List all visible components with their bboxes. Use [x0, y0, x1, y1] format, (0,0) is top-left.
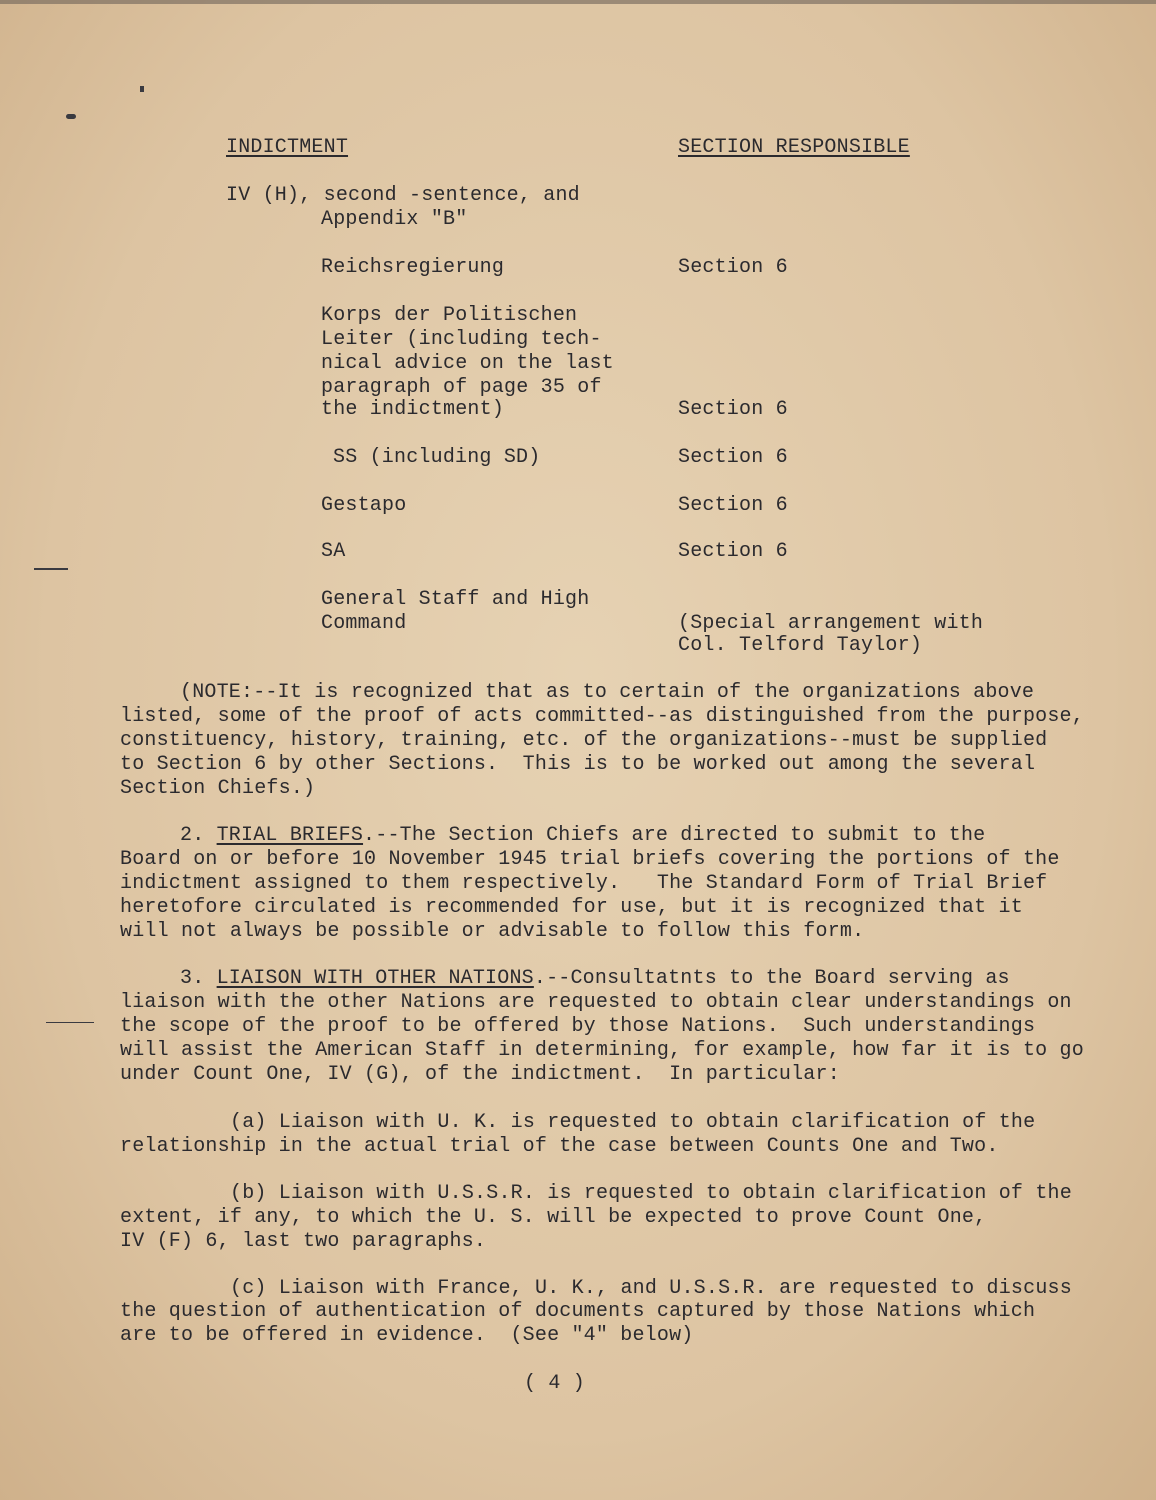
- subparagraph-b: IV (F) 6, last two paragraphs.: [120, 1230, 487, 1253]
- organization-name: Command: [321, 612, 407, 635]
- section-responsible: Section 6: [678, 446, 788, 469]
- margin-mark: [46, 1022, 94, 1023]
- organization-name: paragraph of page 35 of: [321, 376, 602, 399]
- trial-briefs-paragraph: will not always be possible or advisable to follow this form.: [120, 920, 865, 943]
- note-paragraph: constituency, history, training, etc. of the organizations--must be supplied: [120, 729, 1048, 752]
- liaison-paragraph: liaison with the other Nations are requested to obtain clear understandings on: [120, 991, 1072, 1014]
- liaison-paragraph: under Count One, IV (G), of the indictment. In particular:: [120, 1063, 840, 1086]
- note-paragraph: listed, some of the proof of acts committed--as distinguished from the purpose,: [120, 705, 1084, 728]
- subparagraph-b: extent, if any, to which the U. S. will be expected to prove Count One,: [120, 1206, 987, 1229]
- scan-edge: [0, 0, 1156, 4]
- paragraph-heading: LIAISON WITH OTHER NATIONS: [216, 967, 534, 990]
- paragraph-heading: TRIAL BRIEFS: [216, 824, 364, 847]
- organization-name: Leiter (including tech-: [321, 328, 602, 351]
- paragraph-text: .--The Section Chiefs are directed to submit to the: [363, 824, 986, 847]
- section-responsible: (Special arrangement with: [678, 612, 984, 635]
- subparagraph-a: relationship in the actual trial of the case between Counts One and Two.: [120, 1135, 999, 1158]
- organization-name: Reichsregierung: [321, 256, 505, 279]
- trial-briefs-paragraph: heretofore circulated is recommended for use, but it is recognized that it: [120, 896, 1023, 919]
- organization-name: SS (including SD): [333, 446, 541, 469]
- organization-name: the indictment): [321, 398, 505, 421]
- paragraph-text: .--Consultatnts to the Board serving as: [533, 967, 1010, 990]
- trial-briefs-paragraph: Board on or before 10 November 1945 trial briefs covering the portions of the: [120, 848, 1060, 871]
- organization-name: nical advice on the last: [321, 352, 614, 375]
- margin-mark: [34, 568, 68, 570]
- note-paragraph: Section Chiefs.): [120, 777, 316, 800]
- subparagraph-a: (a) Liaison with U. K. is requested to obtain clarification of the: [230, 1111, 1036, 1134]
- subparagraph-c: (c) Liaison with France, U. K., and U.S.S.R. are requested to discuss: [230, 1277, 1072, 1300]
- organization-name: General Staff and High: [321, 588, 590, 611]
- paragraph-number: 2.: [180, 824, 205, 847]
- note-paragraph: to Section 6 by other Sections. This is to be worked out among the several: [120, 753, 1036, 776]
- section-responsible: Section 6: [678, 494, 788, 517]
- liaison-paragraph: [180, 967, 1010, 991]
- subparagraph-b: (b) Liaison with U.S.S.R. is requested to obtain clarification of the: [230, 1182, 1072, 1205]
- organization-name: Gestapo: [321, 494, 407, 517]
- margin-mark: [140, 86, 144, 92]
- section-responsible: Section 6: [678, 398, 788, 421]
- section-responsible: Col. Telford Taylor): [678, 634, 923, 657]
- paragraph-number: 3.: [180, 967, 205, 990]
- trial-briefs-paragraph: [180, 824, 985, 848]
- margin-mark: [66, 114, 76, 119]
- section-column-header: SECTION RESPONSIBLE: [678, 136, 910, 159]
- page-number: ( 4 ): [524, 1372, 586, 1395]
- subparagraph-c: the question of authentication of documents captured by those Nations which: [120, 1300, 1036, 1323]
- liaison-paragraph: the scope of the proof to be offered by those Nations. Such understandings: [120, 1015, 1036, 1038]
- subparagraph-c: are to be offered in evidence. (See "4" below): [120, 1324, 694, 1347]
- trial-briefs-paragraph: indictment assigned to them respectively. The Standard Form of Trial Brief: [120, 872, 1048, 895]
- liaison-paragraph: will assist the American Staff in determining, for example, how far it is to go: [120, 1039, 1084, 1062]
- note-paragraph: (NOTE:--It is recognized that as to certain of the organizations above: [180, 681, 1035, 704]
- indictment-entry: Appendix "B": [321, 208, 468, 231]
- section-responsible: Section 6: [678, 540, 788, 563]
- section-responsible: Section 6: [678, 256, 788, 279]
- organization-name: SA: [321, 540, 346, 563]
- indictment-column-header: INDICTMENT: [226, 136, 349, 159]
- organization-name: Korps der Politischen: [321, 304, 578, 327]
- indictment-entry: IV (H), second -sentence, and: [226, 184, 580, 207]
